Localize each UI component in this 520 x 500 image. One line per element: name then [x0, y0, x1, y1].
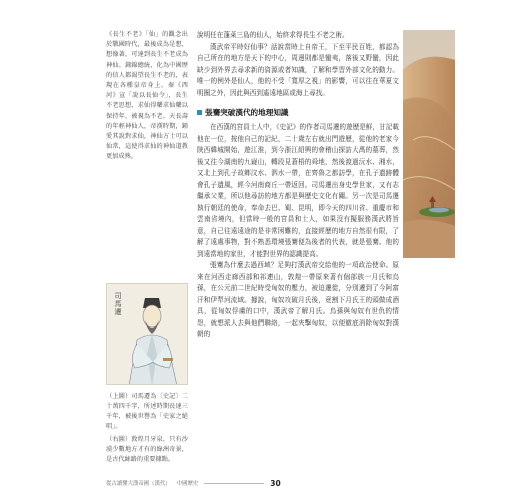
image-caption — [106, 392, 188, 468]
footer-divider — [204, 483, 264, 484]
sidebar-paragraph: 《長生不老》「仙」的觀念出於戰國時代，最後成為是想，想像著，可達到長生不老成為神仙。鐘錦總統，化為中國歷的信人都渴望長生不老的，表現在各種皇帝身上。秦《西河》宣「說以長仙令」，長生不老思想，求仙得藥求仙藥以保持年，被視為不老。天長壽的年輕神仙人，帝漢時期，鍾愛其說對求仙，神仙方士可以仙常，這使得求仙的神仙道教更加成熟。 — [106, 31, 188, 161]
portrait-illustration — [106, 283, 188, 385]
caption-right: （右圖）敦煌月牙泉，只有沙漠少數地方才有的綠洲奇景，是古代絲路的重要據點。 — [106, 436, 188, 463]
heading-bullet-icon — [197, 110, 202, 115]
paragraph-1: 說明任在蓬萊三島的仙人，始終求得長生不老之術。 — [197, 31, 349, 39]
sidebar-note — [106, 30, 188, 163]
section-heading-text: 張騫突破漢代的地理知識 — [205, 108, 289, 117]
desert-oasis-photo — [403, 30, 455, 258]
scholar-figure-icon — [107, 284, 188, 385]
caption-top: （上圖）司馬遷為〔史記〕二十萬四千字，所述時期長達三千年，被後世譽為「史家之絕唱」。 — [106, 393, 188, 430]
footer-series-title: 從古讀懂大漢帝國（漢代） — [106, 481, 171, 487]
desert-photo-icon — [403, 30, 455, 258]
paragraph-4: 張騫為什麼去過西域？足夠打漢武帝交給他的一項政治使命。原來在河西走廊西部和祁連山，敦煌一帶原來著有個部族一月氏和烏孫，在公元前二世紀時受匈奴的壓力，被迫遷徙，分別遷到了今阿富汗和伊犁河流域。據說，匈奴攻破月氏後，竟割下月氏王的頭做成酒具，從匈奴俘虜的口中，漢武帝了解月氏。烏孫與匈奴有世仇的情怨，就想派人去與他們聯絡，一起夾擊匈奴，以便徹底消除匈奴對漢朝的 — [197, 261, 399, 338]
section-heading — [197, 107, 399, 118]
paragraph-3: 在西漢的宮員士人中，《史記》的作者司馬遷的遊歷是鮮，甘記載他在一位，按他自己的記紀，二十歲左右就出門遊歷，從他的老家今陝西韓城開始，遊江淮，到今浙江紹興的會稽山探訪大禹的墓葬，然後又往今湖南的九嶷山，轉段見蒼梧的舜地，然後渡過沅水、湘水，又北上到孔子故鄉汶水、泗水一帶，在齊魯之都訪學，在孔子遺跡體會孔子遺風，經今河南商丘一帶返回。司馬遷出身史學世家，又有志繼承父業，所以他尋訪的地方都是與歷史文化有關。另一次是司馬遷執行朝廷的使命，奉命去巴、蜀、昆明，即今天的四川省、重慶市和雲南省境內，但當時一般的宮員和士人，如果沒有擬服務漢武將旨意，自己往遠遠途的是非常困難的，直接經歷的地方自然很有限，了解了遠處事物，對不熟悉環境張騫便為後者的代表，就是張騫。他的到遠當地的家世，才能對世界的認識提高。 — [197, 123, 399, 258]
page-footer — [106, 478, 406, 488]
portrait-label: 司馬遷 — [114, 292, 122, 316]
main-text-column — [197, 30, 399, 341]
paragraph-2: 漢武帝平時好仙事？話說當時上自帝王，下至平民百姓，都認為自己所在的地方是天下的中心，周邊則都是蠻夷，落後又野蠻，因此缺少到外界去尋求新的資源或者知識，了解和學習外部文化的動力。唯一的例外是仙人，他的不受「寬厚之視」的影響，可以往在華夏文明圈之外，因此與西到遙遠地區或海上尋找。 — [197, 42, 399, 97]
page-number: 30 — [270, 478, 281, 488]
footer-chapter: 中國歷史 — [176, 481, 199, 487]
